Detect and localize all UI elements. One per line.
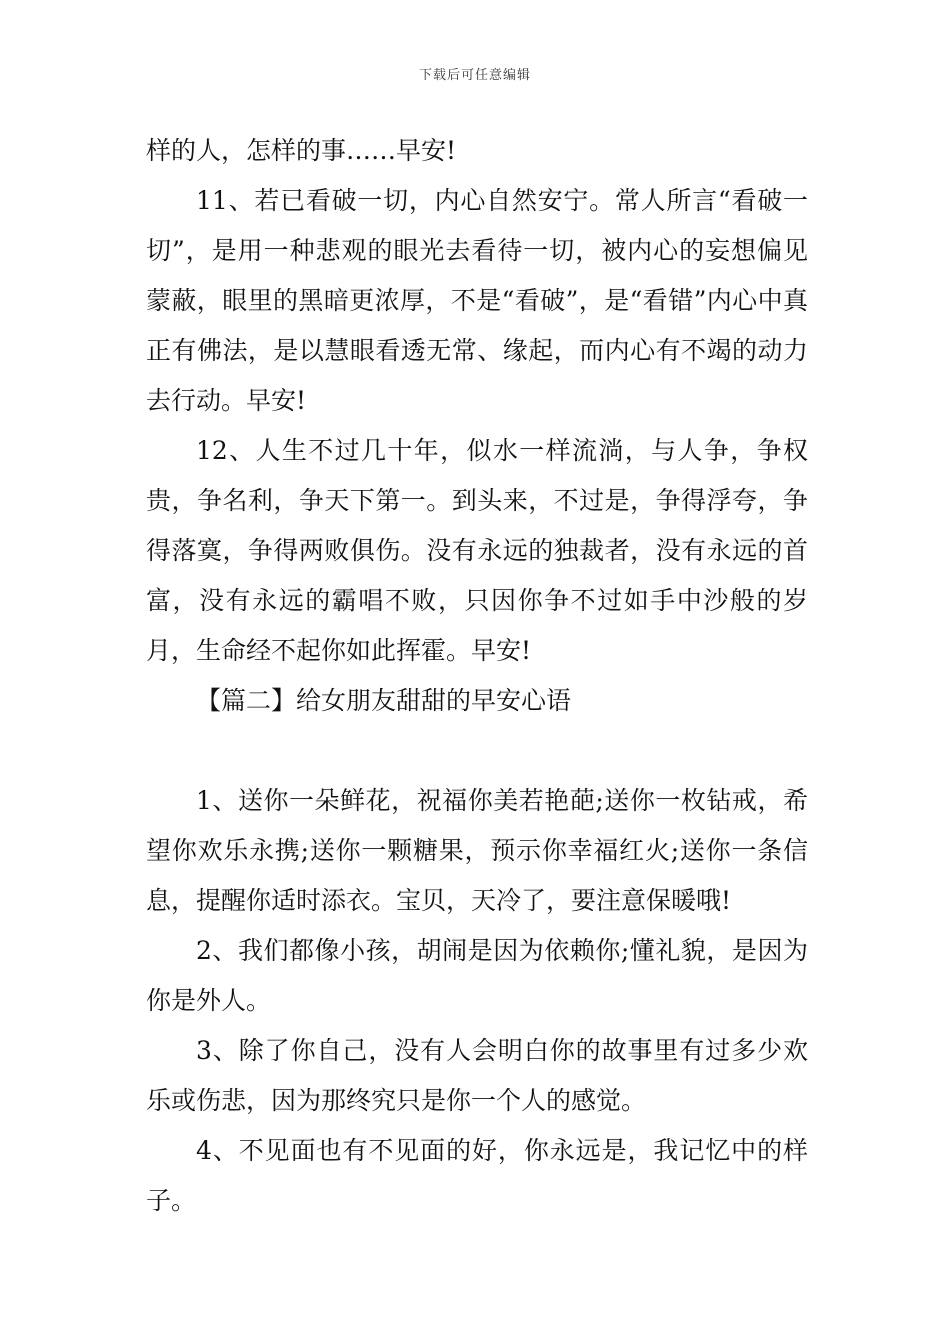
section-spacer [146, 726, 808, 776]
paragraph-continuation: 样的人，怎样的事……早安! [146, 136, 457, 165]
page-header: 下载后可任意编辑 [418, 68, 531, 83]
paragraph-section-item-1: 1、送你一朵鲜花，祝福你美若艳葩;送你一枚钻戒，希望你欢乐永携;送你一颗糖果，预示你幸福红火;送你一条信息，提醒你适时添衣。宝贝，天冷了，要注意保暖哦! [146, 786, 808, 915]
document-body [146, 126, 808, 1226]
section-title: 【篇二】给女朋友甜甜的早安心语 [196, 686, 572, 715]
paragraph-section-item-3: 3、除了你自己，没有人会明白你的故事里有过多少欢乐或伤悲，因为那终究只是你一个人的感觉。 [146, 1036, 808, 1115]
paragraph-item-12: 12、人生不过几十年，似水一样流淌，与人争，争权贵，争名利，争天下第一。到头来，不过是，争得浮夸，争得落寞，争得两败俱伤。没有永远的独裁者，没有永远的首富，没有永远的霸唱不败，只因你争不过如手中沙般的岁月，生命经不起你如此挥霍。早安! [146, 436, 808, 665]
paragraph-section-item-4: 4、不见面也有不见面的好，你永远是，我记忆中的样子。 [146, 1136, 808, 1215]
paragraph-item-11: 11、若已看破一切，内心自然安宁。常人所言“看破一切”，是用一种悲观的眼光去看待一切，被内心的妄想偏见蒙蔽，眼里的黑暗更浓厚，不是“看破”，是“看错”内心中真正有佛法，是以慧眼看透无常、缘起，而内心有不竭的动力去行动。早安! [146, 186, 808, 415]
paragraph-section-item-2: 2、我们都像小孩，胡闹是因为依赖你;懂礼貌，是因为你是外人。 [146, 936, 808, 1015]
